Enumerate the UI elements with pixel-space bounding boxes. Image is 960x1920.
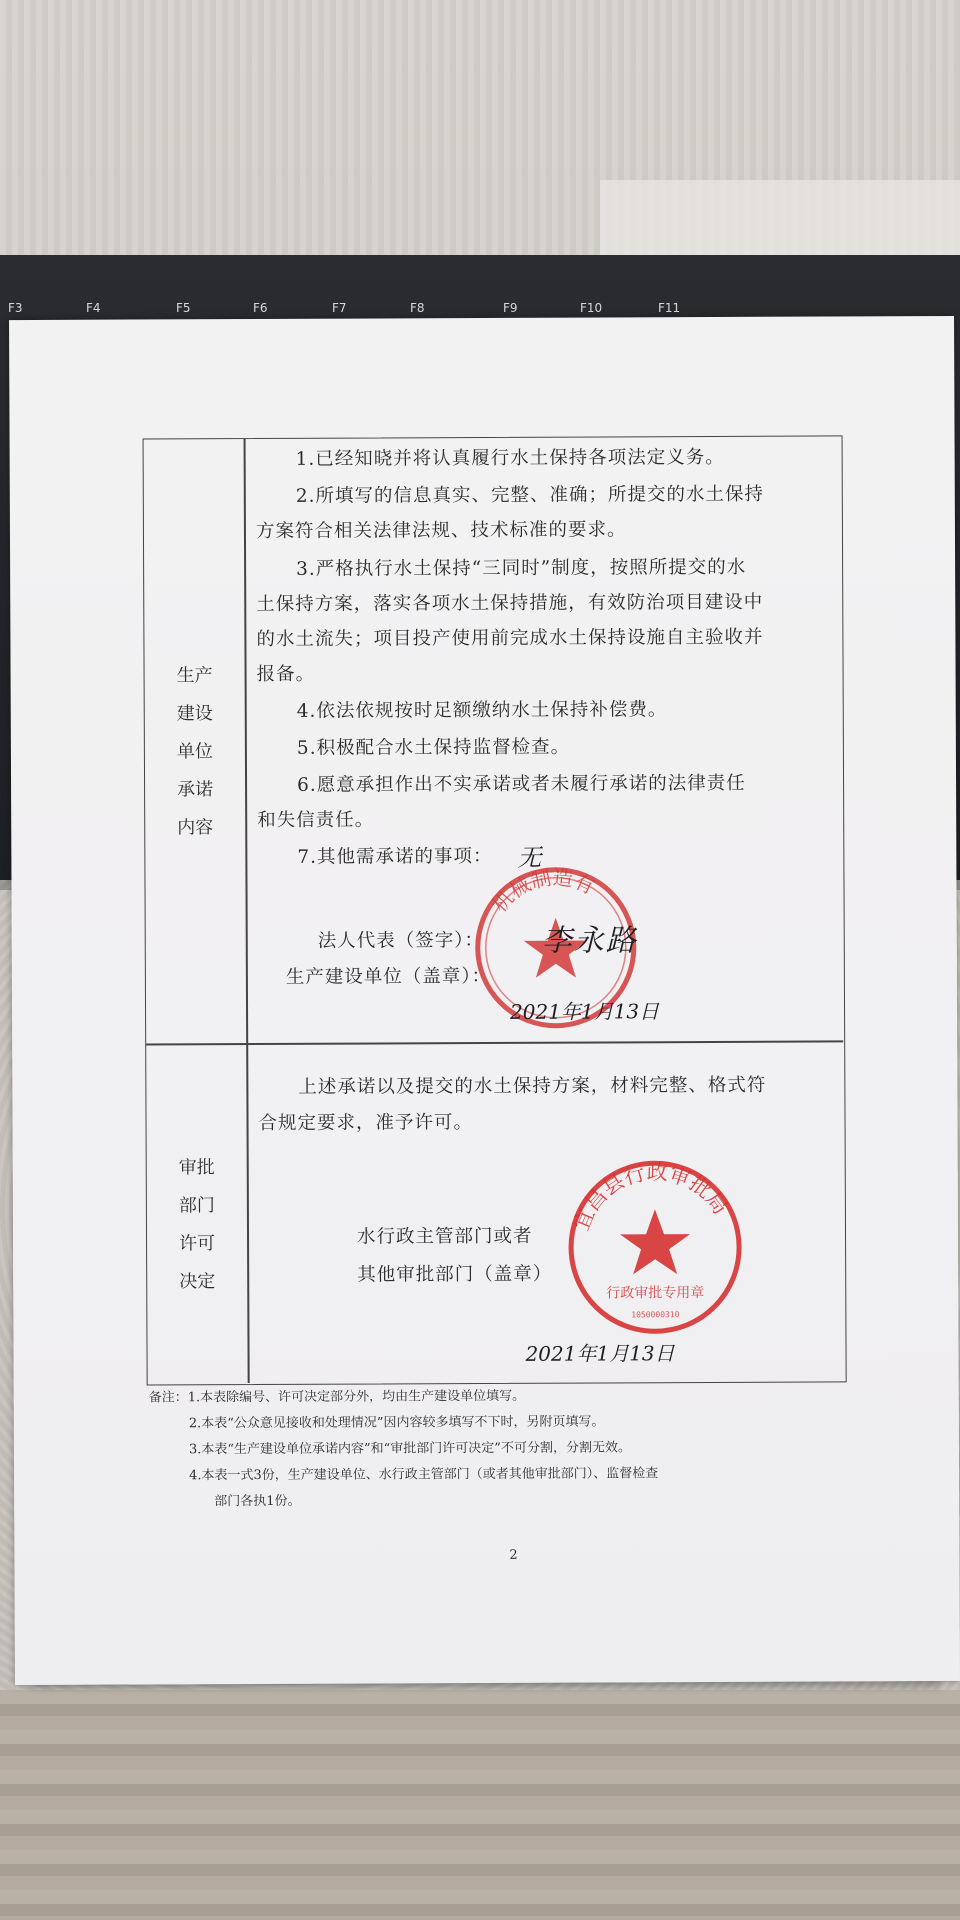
key-f6: F6: [253, 301, 268, 315]
government-seal-stamp: [565, 1157, 746, 1338]
page-number: 2: [509, 1547, 518, 1563]
commitment-item-7: 7.其他需承诺的事项：: [297, 845, 493, 868]
key-f11: F11: [658, 301, 681, 315]
commitment-item-2: 2.所填写的信息真实、完整、准确；所提交的水土保持: [295, 483, 764, 507]
commitment-item-2-cont: 方案符合相关法律法规、技术标准的要求。: [255, 519, 627, 542]
commitment-item-5: 5.积极配合水土保持监督检查。: [296, 736, 571, 759]
approval-text-2: 合规定要求，准予许可。: [258, 1112, 474, 1134]
dept-label-1: 水行政主管部门或者: [356, 1225, 533, 1248]
notes-line-4: 4.本表一式3份，生产建设单位、水行政主管部门（或者其他审批部门）、监督检查: [189, 1466, 659, 1484]
gov-stamp-text: 宜昌县行政审批局: [568, 1160, 733, 1234]
commitment-item-1: 1.已经知晓并将认真履行水土保持各项法定义务。: [295, 446, 725, 470]
section1-date: 2021年1月13日: [509, 999, 660, 1024]
label-char: 建设: [176, 703, 213, 725]
label-char: 审批: [178, 1157, 215, 1179]
background-paper: [600, 180, 960, 260]
dept-label-2: 其他审批部门（盖章）: [357, 1263, 553, 1286]
notes-line-2: 2.本表“公众意见接收和处理情况”因内容较多填写不下时，另附页填写。: [188, 1414, 605, 1432]
notes-line-1: 备注：1.本表除编号、许可决定部分外，均由生产建设单位填写。: [148, 1388, 526, 1406]
section1-label: [145, 657, 246, 847]
commitment-item-3-cont3: 报备。: [256, 663, 316, 685]
key-f9: F9: [503, 301, 518, 315]
gov-stamp-number: 1050000310: [631, 1310, 680, 1320]
company-stamp-text: 机械制造有: [487, 865, 599, 917]
legal-rep-signature: 李永路: [541, 923, 638, 959]
label-char: 单位: [176, 741, 213, 763]
key-f10: F10: [580, 301, 603, 315]
commitment-item-3-cont2: 的水土流失；项目投产使用前完成水土保持设施自主验收并: [256, 626, 764, 650]
notes-line-5: 部门各执1份。: [214, 1493, 301, 1510]
key-f8: F8: [410, 301, 425, 315]
legal-rep-label: 法人代表（签字）：: [317, 930, 485, 952]
key-f7: F7: [332, 301, 347, 315]
document-page: [9, 316, 960, 1685]
label-char: 部门: [178, 1195, 215, 1217]
commitment-item-6: 6.愿意承担作出不实承诺或者未履行承诺的法律责任: [297, 772, 746, 796]
key-f4: F4: [86, 301, 101, 315]
handwritten-none: 无: [517, 843, 542, 872]
commitment-item-6-cont: 和失信责任。: [257, 809, 375, 831]
section2-date: 2021年1月13日: [525, 1341, 675, 1366]
commitment-item-3: 3.严格执行水土保持“三同时”制度，按照所提交的水: [296, 556, 747, 580]
label-char: 许可: [179, 1233, 216, 1255]
gov-stamp-inner-text: 行政审批专用章: [606, 1285, 705, 1302]
wooden-floor: [0, 1690, 960, 1920]
production-unit-label: 生产建设单位（盖章）：: [285, 965, 492, 988]
section-divider: [146, 1040, 843, 1045]
key-f3: F3: [8, 301, 23, 315]
commitment-form-table: [143, 435, 847, 1385]
section2-label: [147, 1149, 248, 1301]
label-char: 承诺: [177, 779, 214, 801]
label-char: 内容: [177, 817, 214, 839]
notes-line-3: 3.本表“生产建设单位承诺内容”和“审批部门许可决定”不可分割，分割无效。: [188, 1440, 631, 1458]
commitment-item-3-cont1: 土保持方案，落实各项水土保持措施，有效防治项目建设中: [256, 591, 764, 615]
label-char: 决定: [179, 1271, 216, 1293]
key-f5: F5: [176, 301, 191, 315]
commitment-item-4: 4.依法依规按时足额缴纳水土保持补偿费。: [296, 699, 668, 722]
label-char: 生产: [176, 665, 213, 687]
approval-text-1: 上述承诺以及提交的水土保持方案，材料完整、格式符: [298, 1074, 767, 1098]
